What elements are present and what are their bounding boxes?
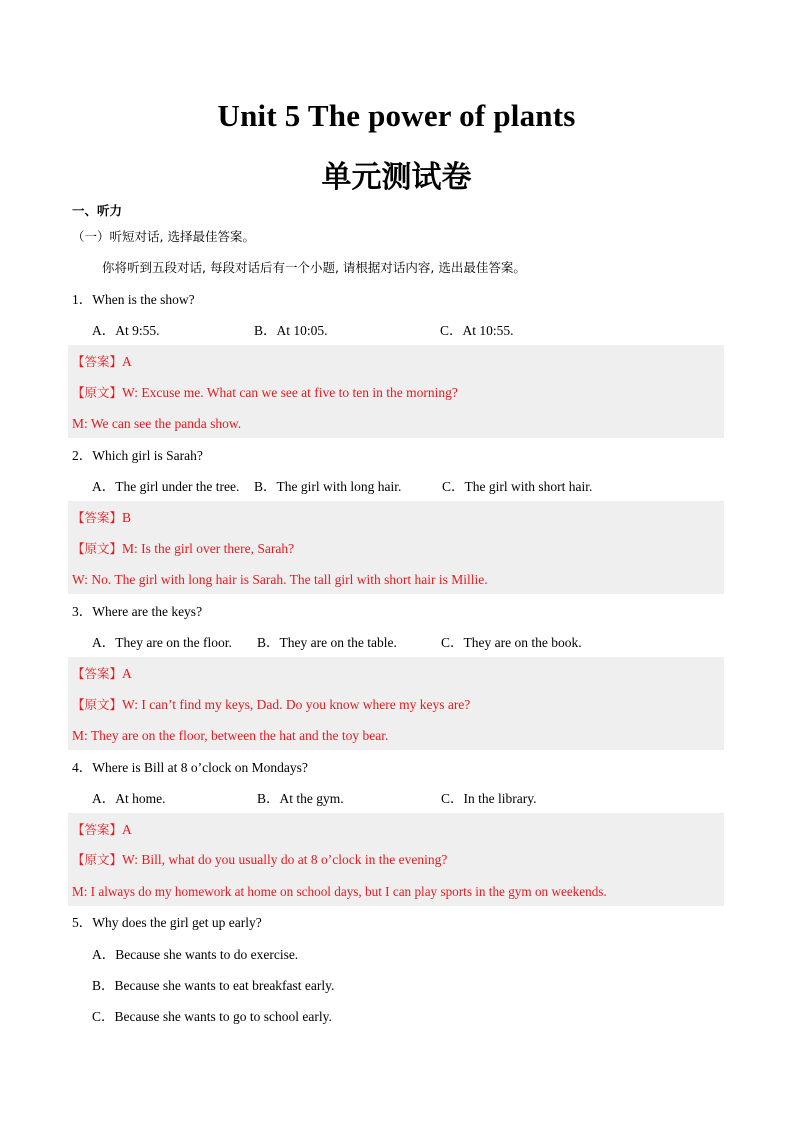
q2-option-a: A．The girl under the tree.: [92, 479, 240, 494]
q2-option-b: B．The girl with long hair.: [254, 479, 402, 494]
q2-option-c: C．The girl with short hair.: [442, 479, 593, 494]
subsection-heading: （一）听短对话, 选择最佳答案。: [72, 229, 255, 244]
q1-option-c: C．At 10:55.: [440, 323, 514, 338]
q5-option-c: C．Because she wants to go to school early.: [92, 1009, 332, 1024]
q5-option-b: B．Because she wants to eat breakfast early.: [92, 978, 335, 993]
q1-transcript-1: 【原文】W: Excuse me. What can we see at five to ten in the morning?: [72, 385, 458, 400]
q3-transcript-2: M: They are on the floor, between the hat and the toy bear.: [72, 728, 389, 743]
question-4: 4．Where is Bill at 8 o’clock on Mondays?: [72, 760, 308, 775]
q3-answer: 【答案】A: [72, 666, 132, 681]
q2-answer: 【答案】B: [72, 510, 132, 525]
q3-option-c: C．They are on the book.: [441, 635, 582, 650]
q5-option-a: A．Because she wants to do exercise.: [92, 947, 299, 962]
question-3: 3．Where are the keys?: [72, 604, 203, 619]
q4-answer: 【答案】A: [72, 822, 132, 837]
q1-option-b: B．At 10:05.: [254, 323, 328, 338]
q3-option-a: A．They are on the floor.: [92, 635, 232, 650]
q2-transcript-1: 【原文】M: Is the girl over there, Sarah?: [72, 541, 295, 556]
question-1: 1．When is the show?: [72, 292, 195, 307]
q4-option-c: C．In the library.: [441, 791, 537, 806]
question-2: 2．Which girl is Sarah?: [72, 448, 203, 463]
q2-transcript-2: W: No. The girl with long hair is Sarah. The tall girl with short hair is Millie.: [72, 572, 488, 587]
section-heading: 一、听力: [72, 203, 123, 218]
q4-transcript-1: 【原文】W: Bill, what do you usually do at 8 o’clock in the evening?: [72, 852, 448, 867]
question-5: 5．Why does the girl get up early?: [72, 915, 262, 930]
q3-transcript-1: 【原文】W: I can’t find my keys, Dad. Do you know where my keys are?: [72, 697, 471, 712]
document-title: Unit 5 The power of plants: [217, 98, 576, 133]
q3-option-b: B．They are on the table.: [257, 635, 397, 650]
document-subtitle: 单元测试卷: [321, 160, 472, 195]
q1-answer: 【答案】A: [72, 354, 132, 369]
q4-transcript-2: M: I always do my homework at home on school days, but I can play sports in the gym on weekends.: [72, 884, 607, 899]
q4-option-b: B．At the gym.: [257, 791, 344, 806]
q1-option-a: A．At 9:55.: [92, 323, 160, 338]
q4-option-a: A．At home.: [92, 791, 166, 806]
instruction-text: 你将听到五段对话, 每段对话后有一个小题, 请根据对话内容, 选出最佳答案。: [102, 260, 526, 275]
q1-transcript-2: M: We can see the panda show.: [72, 416, 242, 431]
